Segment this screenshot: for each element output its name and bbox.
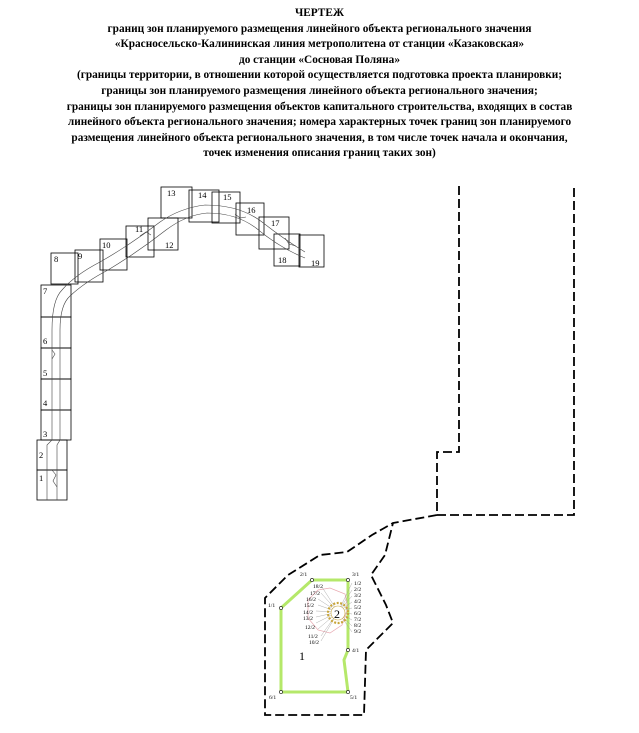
sheet-label-9: 9: [78, 251, 83, 261]
point-label-11-2: 11/2: [308, 634, 318, 640]
point-label-13-2: 13/2: [303, 616, 313, 622]
point-3-1: [346, 578, 349, 581]
point-label-1-1: 1/1: [268, 603, 276, 609]
point-label-15-2: 15/2: [304, 603, 314, 609]
point-label-4-2: 4/2: [354, 599, 362, 605]
sheet-label-1: 1: [39, 473, 44, 483]
title-line-5: (границы территории, в отношении которой осуществляется подготовка проекта планировки;: [76, 69, 563, 82]
sheet-label-19: 19: [311, 258, 320, 268]
sheet-label-14: 14: [198, 190, 207, 200]
sheet-label-12: 12: [165, 240, 174, 250]
sheet-labels: [39, 188, 320, 483]
sheet-12[interactable]: [148, 218, 178, 250]
title-line-8: линейного объекта регионального значения; номера характерных точек границ зон планируемого: [67, 116, 572, 129]
sheet-label-15: 15: [223, 192, 232, 202]
sheet-label-17: 17: [271, 218, 280, 228]
zone-1-label: 1: [299, 649, 305, 663]
sheet-label-16: 16: [247, 205, 256, 215]
title-line-6: границы зон планируемого размещения линейного объекта регионального значения;: [101, 84, 538, 97]
title-heading: ЧЕРТЕЖ: [294, 7, 345, 19]
sheet-label-18: 18: [278, 255, 287, 265]
sheet-label-5: 5: [43, 368, 48, 378]
point-1-1: [279, 606, 282, 609]
point-label-2-2: 2/2: [354, 587, 362, 593]
point-label-6-1: 6/1: [269, 695, 277, 701]
point-label-2-1: 2/1: [300, 572, 308, 578]
point-label-1-2: 1/2: [354, 581, 362, 587]
point-label-12-2: 12/2: [305, 625, 315, 631]
point-label-9-2: 9/2: [354, 629, 362, 635]
point-label-7-2: 7/2: [354, 617, 362, 623]
sheet-label-8: 8: [54, 254, 59, 264]
point-label-5-2: 5/2: [354, 605, 362, 611]
sheet-13[interactable]: [161, 187, 192, 218]
point-label-16-2: 16/2: [306, 597, 316, 603]
point-label-18-2: 18/2: [313, 584, 323, 590]
point-2-1: [310, 578, 313, 581]
point-4-1: [346, 648, 349, 651]
point-label-14-2: 14/2: [303, 610, 313, 616]
point-label-5-1: 5/1: [350, 695, 358, 701]
zone-2-label: 2: [334, 607, 340, 621]
title-line-3: «Красносельско-Калининская линия метрополитена от станции «Казаковская»: [114, 38, 525, 51]
sheet-index-map: [37, 187, 324, 500]
point-6-1: [279, 690, 282, 693]
title-line-4: до станции «Сосновая Поляна»: [239, 53, 400, 66]
point-label-17-2: 17/2: [310, 591, 320, 597]
point-label-3-1: 3/1: [352, 572, 360, 578]
point-label-4-1: 4/1: [352, 648, 360, 654]
point-label-3-2: 3/2: [354, 593, 362, 599]
sheet-label-3: 3: [43, 429, 48, 439]
sheet-label-10: 10: [102, 240, 111, 250]
sheet-label-7: 7: [43, 286, 48, 296]
sheet-label-2: 2: [39, 450, 44, 460]
sheet-label-6: 6: [43, 336, 48, 346]
title-line-10: точек изменения описания границ таких зон): [203, 147, 436, 160]
sheet-label-11: 11: [135, 224, 144, 234]
sheet-label-13: 13: [167, 188, 176, 198]
title-line-9: размещения линейного объекта регионального значения, в том числе точек начала и окончания,: [71, 131, 568, 144]
point-label-6-2: 6/2: [354, 611, 362, 617]
point-label-8-2: 8/2: [354, 623, 362, 629]
title-line-7: границы зон планируемого размещения объектов капитального строительства, входящих в состав: [66, 100, 573, 113]
point-label-10-2: 10/2: [309, 640, 319, 646]
point-5-1: [346, 690, 349, 693]
title-line-2: границ зон планируемого размещения линейного объекта регионального значения: [107, 22, 532, 35]
station-2-symbol[interactable]: [328, 603, 348, 623]
sheet-label-4: 4: [43, 398, 48, 408]
